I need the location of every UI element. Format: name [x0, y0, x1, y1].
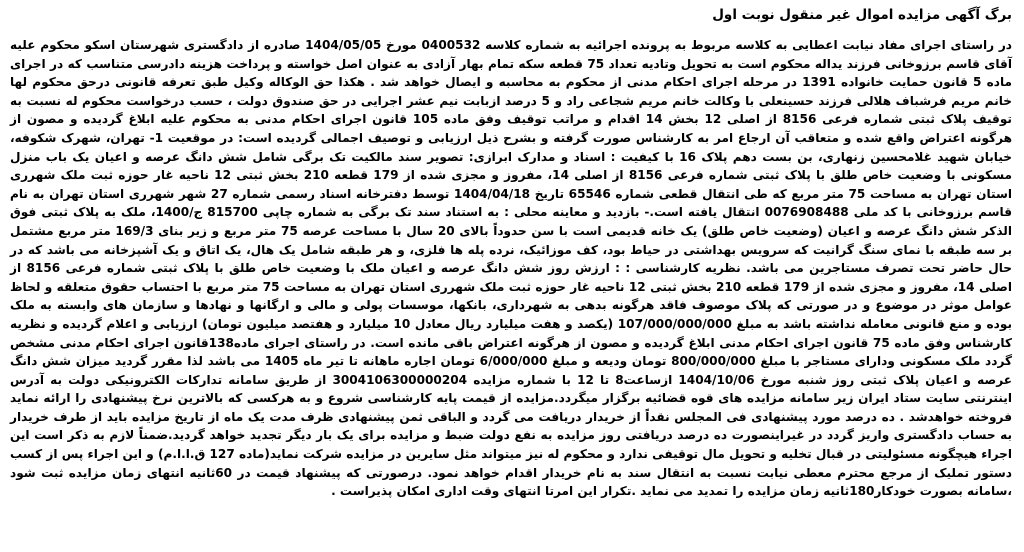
notice-title: برگ آگهی مزایده اموال غیر منقول نوبت اول: [712, 7, 1012, 23]
notice-body-text: در راستای اجرای مفاد نیابت اعطایی به کلاسه مربوط به پرونده اجرائیه به شماره کلاسه 0400532 مورخ 1404/05/05 صادره از دادگستری شهرستان اسکو محکوم علیه آقای قاسم برزوخانی فرزند یداله محکوم است به تحویل وتادیه تعداد 75 قطعه سکه تمام بهار آزادی به عنوان اصل خواسته و پرداخت هزینه دادرسی متناسب که در اجرای ماده 5 قانون حمایت خانواده 1391 در مرحله اجرای احکام مدنی از محکوم به محاسبه و ایصال خواهد شد . هکذا حق الوکاله وکیل طبق تعرفه قانونی درحق محکوم لها خانم مریم فرشباف هلالی فرزند حسینعلی با وکالت خانم مریم شجاعی راد و 5 درصد ازبابت نیم عشر اجرایی در حق صندوق دولت ، حسب درخواست محکوم له نسبت به توقیف پلاک ثبتی شماره فرعی 8156 از اصلی 12 بخش 14 اقدام و مراتب توقیف وفق ماده 105 قانون اجرای احکام مدنی به محکوم علیه ابلاغ گردیده و مصون از هرگونه اعتراض واقع شده و متعاقب آن ارجاع امر به کارشناس صورت گرفته و بشرح ذیل ارزیابی و توصیف اجمالی گردیده است: در موقعیت 1- تهران، شهرک شکوفه، خیابان شهید غلامحسین زنهاری، بن بست دهم پلاک 16 با کیفیت : اسناد و مدارک ابرازی: تصویر سند مالکیت تک برگی شامل شش دانگ عرصه و اعیان یک باب منزل مسکونی با وضعیت خاص طلق با پلاک ثبتی شماره فرعی 8156 از اصلی 14، مفروز و مجزی شده از 179 قطعه 210 بخش ثبتی 12 ناحیه غار حوزه ثبت ملک شهرری استان تهران به مساحت 75 متر مربع که طی انتقال قطعی شماره 65546 تاریخ 1404/04/18 توسط دفترخانه اسناد رسمی شماره 27 شهر شهرری استان تهران به نام قاسم برزوخانی با کد ملی 0076908488 انتقال یافته است.- بازدید و معاینه محلی : به استناد سند تک برگی به شماره چاپی 815700 ج/1400، ملک به پلاک ثبتی فوق الذکر شش دانگ عرصه و اعیان (وضعیت خاص طلق) یک خانه قدیمی است با سن حدوداً بالای 20 سال با مساحت عرصه 75 متر مربع و زیر بنای 169/3 متر مربع مشتمل بر سه طبقه با نمای سنگ گرانیت که سرویس بهداشتی در حیاط بود، کف موزائیک، نرده پله ها فلزی، و هر طبقه شامل یک هال، یک اتاق و یک آشپزخانه می باشد که در حال حاضر تحت تصرف مستاجرین می باشد. نظریه کارشناسی : : ارزش روز شش دانگ عرصه و اعیان ملک با وضعیت خاص طلق با پلاک ثبتی شماره فرعی 8156 از اصلی 14، مفروز و مجزی شده از 179 قطعه 210 بخش ثبتی 12 ناحیه غار حوزه ثبت ملک شهرری استان تهران به مساحت 75 متر مربع با احتساب حقوق متعلقه و لحاظ عوامل موثر در موضوع و در صورتی که پلاک موصوف فاقد هرگونه بدهی به شهرداری، بانکها، موسسات پولی و مالی و ارگانها و نهادها و سازمان های وابسته به ملک بوده و منع قانونی معامله نداشته باشد به مبلغ 107/000/000/000 (یکصد و هفت میلیارد ریال معادل 10 میلیارد و هفتصد میلیون تومان) ارزیابی و اعلام گردیده و نظریه کارشناس وفق ماده 75 قانون اجرای احکام مدنی ابلاغ گردیده و مصون از هرگونه اعتراض باقی مانده است. در راستای اجرای ماده138قانون اجرای احکام مدنی مشخص گردد ملک مسکونی ودارای مستاجر با مبلغ 800/000/000 تومان ودیعه و مبلغ 6/000/000 تومان اجاره ماهانه تا تیر ماه 1405 می باشد لذا مقرر گردید میزان شش دانگ عرصه و اعیان پلاک ثبتی روز شنبه مورخ 1404/10/06 ازساعت8 تا 12 با شماره مزایده 3004106300000204 از طریق سامانه تدارکات الکترونیکی دولت به آدرس اینترنتی سایت ستاد ایران زیر سامانه مزایده های قوه قضائیه برگزار میگردد.مزایده از قیمت پایه کارشناسی شروع و به هرکسی که بالاترین نرخ پیشنهادی را ارائه نماید فروخته خواهدشد . ده درصد مورد پیشنهادی فی المجلس نقداً از خریدار دریافت می گردد و الباقی ثمن پیشنهادی ظرف مدت یک ماه از تاریخ مزایده باید از طرف خریدار به حساب دادگستری واریز گردد در غیراینصورت ده درصد دریافتی روز مزایده به نفع دولت ضبط و مزایده برای یک بار دیگر تجدید خواهد گردید.ضمناً لازم به ذکر است این اجراء هیچگونه مسئولیتی در قبال تخلیه و تحویل مال توقیفی ندارد و محکوم له نیز میتواند مثل سایرین در مزایده شرکت نماید(ماده 127 ق.ا.ا.م) و این اجراء پس از کسب دستور تملیک از مرجع محترم معطی نیابت نسبت به انتقال سند به نام خریدار اقدام خواهد نمود. درصورتی که پیشنهاد قیمت در 60ثانیه انتهای زمان مزایده ثبت شود ،سامانه بصورت خودکار180ثانیه زمان مزایده را تمدید می نماید .تکرار این امرتا انتهای وقت اداری امکان پذیراست .: [10, 38, 1013, 499]
